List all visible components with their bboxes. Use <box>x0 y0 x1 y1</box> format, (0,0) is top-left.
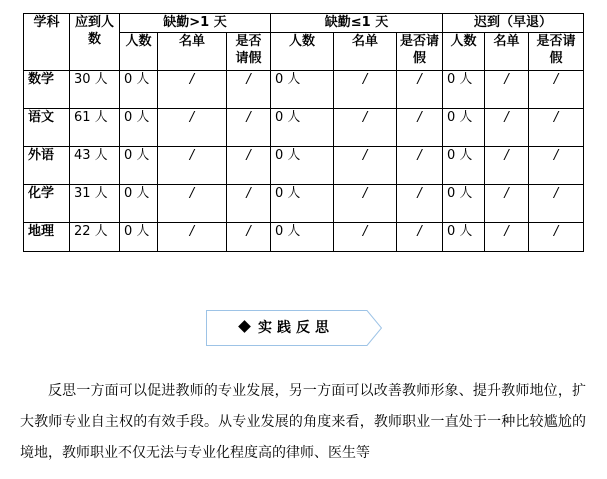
absent-within-names-cell: / <box>334 71 397 109</box>
absent-over-names-cell: / <box>158 71 227 109</box>
section-banner <box>206 310 382 346</box>
absent-over-leave-cell: / <box>227 223 271 252</box>
absent-within-count-cell: 0 人 <box>271 185 334 223</box>
absent-within-count-cell: 0 人 <box>271 147 334 185</box>
late-names-cell: / <box>485 185 529 223</box>
absent-within-leave-cell: / <box>397 223 443 252</box>
absent-over-names-cell: / <box>158 185 227 223</box>
late-names-cell: / <box>485 223 529 252</box>
absent-within-leave-cell: / <box>397 71 443 109</box>
late-leave-cell: / <box>529 109 584 147</box>
late-leave-cell: / <box>529 185 584 223</box>
absent-over-leave-cell: / <box>227 109 271 147</box>
absent-over-count-cell: 0 人 <box>120 223 158 252</box>
header-leave: 是否请假 <box>397 33 443 71</box>
late-count-cell: 0 人 <box>443 223 485 252</box>
section-title <box>206 310 368 346</box>
expected-cell: 22 人 <box>70 223 120 252</box>
absent-within-names-cell: / <box>334 223 397 252</box>
late-leave-cell: / <box>529 71 584 109</box>
diamond-icon <box>238 320 251 333</box>
late-count-cell: 0 人 <box>443 185 485 223</box>
absent-within-names-cell: / <box>334 185 397 223</box>
late-names-cell: / <box>485 109 529 147</box>
table-row <box>24 223 584 252</box>
header-count: 人数 <box>271 33 334 71</box>
absent-over-count-cell: 0 人 <box>120 109 158 147</box>
attendance-table <box>23 13 584 252</box>
absent-over-count-cell: 0 人 <box>120 71 158 109</box>
absent-within-names-cell: / <box>334 109 397 147</box>
header-count: 人数 <box>120 33 158 71</box>
section-title-text: 实践反思 <box>258 320 334 336</box>
absent-over-leave-cell: / <box>227 185 271 223</box>
late-count-cell: 0 人 <box>443 109 485 147</box>
late-count-cell: 0 人 <box>443 147 485 185</box>
absent-within-count-cell: 0 人 <box>271 223 334 252</box>
header-expected-count: 应到人数 <box>70 14 120 71</box>
header-names: 名单 <box>334 33 397 71</box>
absent-within-leave-cell: / <box>397 109 443 147</box>
absent-within-leave-cell: / <box>397 147 443 185</box>
expected-cell: 31 人 <box>70 185 120 223</box>
absent-over-names-cell: / <box>158 223 227 252</box>
absent-within-count-cell: 0 人 <box>271 109 334 147</box>
late-names-cell: / <box>485 71 529 109</box>
table-row <box>24 185 584 223</box>
absent-within-names-cell: / <box>334 147 397 185</box>
header-names: 名单 <box>485 33 529 71</box>
absent-over-count-cell: 0 人 <box>120 147 158 185</box>
body-paragraph: 反思一方面可以促进教师的专业发展，另一方面可以改善教师形象、提升教师地位，扩大教师专业自主权的有效手段。从专业发展的角度来看，教师职业一直处于一种比较尴尬的境地，教师职业不仅无法与专业化程度高的律师、医生等 <box>20 383 586 461</box>
absent-over-count-cell: 0 人 <box>120 185 158 223</box>
absent-over-leave-cell: / <box>227 71 271 109</box>
absent-within-count-cell: 0 人 <box>271 71 334 109</box>
header-absent-over-1-day: 缺勤>1 天 <box>120 14 271 33</box>
expected-cell: 61 人 <box>70 109 120 147</box>
subject-cell: 化学 <box>24 185 70 223</box>
table-row <box>24 147 584 185</box>
subject-cell: 数学 <box>24 71 70 109</box>
table-row <box>24 109 584 147</box>
late-leave-cell: / <box>529 147 584 185</box>
header-subject: 学科 <box>24 14 70 71</box>
absent-within-leave-cell: / <box>397 185 443 223</box>
header-leave: 是否请假 <box>529 33 584 71</box>
header-leave: 是否请假 <box>227 33 271 71</box>
header-count: 人数 <box>443 33 485 71</box>
table-row <box>24 71 584 109</box>
expected-cell: 43 人 <box>70 147 120 185</box>
late-count-cell: 0 人 <box>443 71 485 109</box>
subject-cell: 地理 <box>24 223 70 252</box>
subject-cell: 外语 <box>24 147 70 185</box>
subject-cell: 语文 <box>24 109 70 147</box>
absent-over-names-cell: / <box>158 109 227 147</box>
late-names-cell: / <box>485 147 529 185</box>
expected-cell: 30 人 <box>70 71 120 109</box>
late-leave-cell: / <box>529 223 584 252</box>
header-names: 名单 <box>158 33 227 71</box>
header-absent-within-1-day: 缺勤≤1 天 <box>271 14 443 33</box>
absent-over-names-cell: / <box>158 147 227 185</box>
header-late-early-leave: 迟到（早退） <box>443 14 584 33</box>
absent-over-leave-cell: / <box>227 147 271 185</box>
